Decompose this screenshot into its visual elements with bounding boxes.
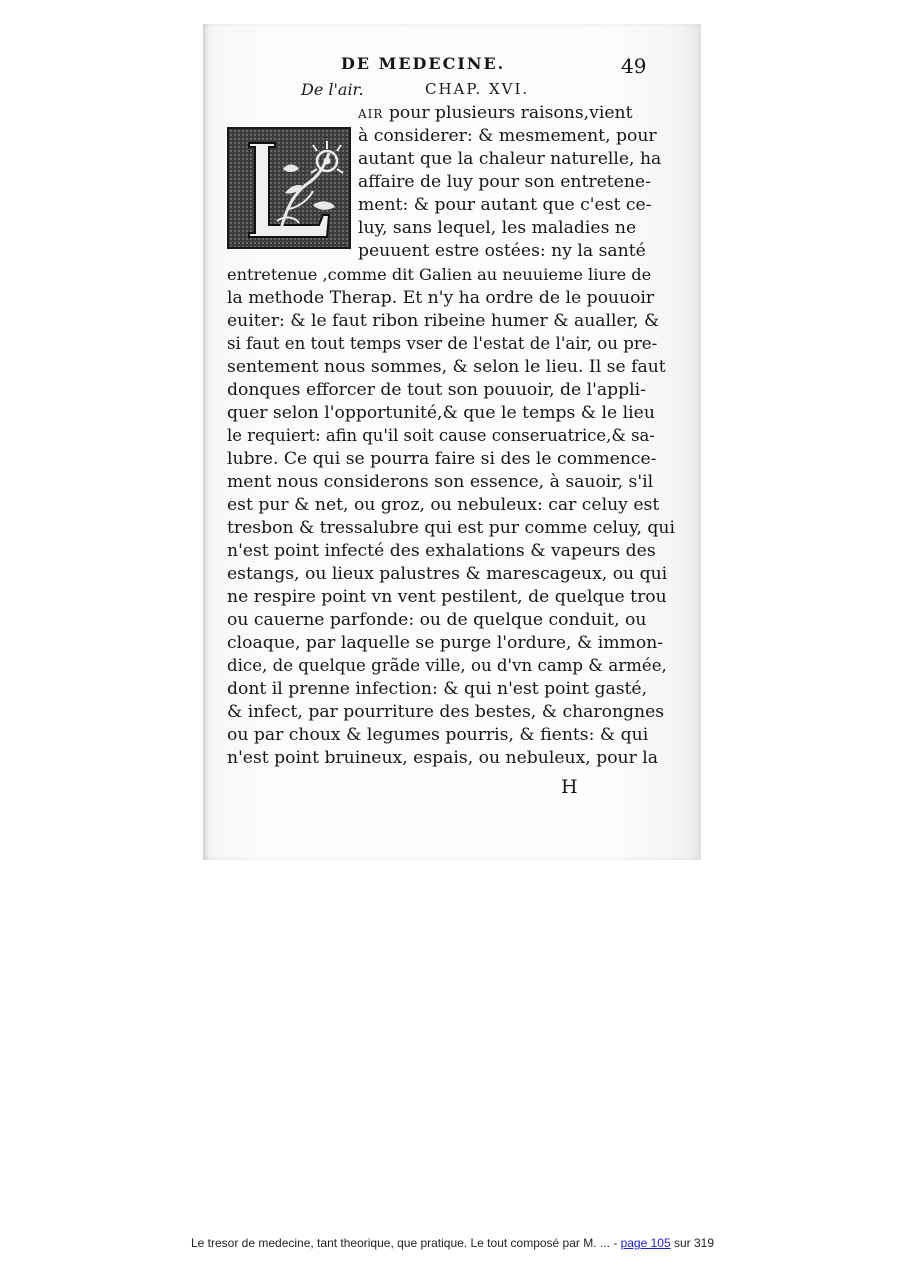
text-line: est pur & net, ou groz, ou nebuleux: car celuy est <box>227 495 660 515</box>
text-line: affaire de luy pour son entretene- <box>358 172 651 192</box>
signature-mark: H <box>561 776 578 798</box>
text-line: & infect, par pourriture des bestes, & charongnes <box>227 702 665 722</box>
first-word-caps: AIR <box>358 107 384 121</box>
text-line: dice, de quelque grãde ville, ou d'vn camp & armée, <box>227 656 667 675</box>
text-line: la methode Therap. Et n'y ha ordre de le pouuoir <box>227 288 655 308</box>
text-line: ment: & pour autant que c'est ce- <box>358 195 652 215</box>
chapter-subject: De l'air. <box>301 80 364 99</box>
text-line: n'est point infecté des exhalations & vapeurs des <box>227 541 656 561</box>
text-line: ne respire point vn vent pestilent, de quelque trou <box>227 587 667 607</box>
text-line: estangs, ou lieux palustres & marescageux, ou qui <box>227 564 668 584</box>
text-line: si faut en tout temps vser de l'estat de l'air, ou pre- <box>227 334 658 353</box>
page-caption <box>0 1236 905 1250</box>
text-line: euiter: & le faut ribon ribeine humer & aualler, & <box>227 311 660 331</box>
text-line: autant que la chaleur naturelle, ha <box>358 149 662 169</box>
page-link[interactable]: page 105 <box>620 1236 671 1250</box>
text-line: ment nous considerons son essence, à sauoir, s'il <box>227 472 654 492</box>
text-line: n'est point bruineux, espais, ou nebuleux, pour la <box>227 748 659 768</box>
body-text <box>203 24 701 860</box>
chapter-label: CHAP. XVI. <box>425 80 530 98</box>
text-line: peuuent estre ostées: ny la santé <box>358 241 646 261</box>
text-line: ou par choux & legumes pourris, & fients: & qui <box>227 725 649 745</box>
text-line: donques efforcer de tout son pouuoir, de l'appli- <box>227 380 646 400</box>
text-line: tresbon & tressalubre qui est pur comme celuy, qui <box>227 518 675 538</box>
text-line: ou cauerne parfonde: ou de quelque conduit, ou <box>227 610 647 630</box>
text-line: AIR pour plusieurs raisons,vient <box>358 103 633 123</box>
text-line: dont il prenne infection: & qui n'est point gasté, <box>227 679 648 699</box>
caption-title: Le tresor de medecine, tant theorique, que pratique. Le tout composé par M. ... - <box>190 1236 621 1250</box>
text-line: luy, sans lequel, les maladies ne <box>358 218 637 238</box>
page-header: DE MEDECINE. <box>341 54 506 73</box>
page-number: 49 <box>621 54 647 78</box>
text-line: sentement nous sommes, & selon le lieu. Il se faut <box>227 357 666 377</box>
text-line: entretenue ,comme dit Galien au neuuieme liure de <box>227 265 652 284</box>
text-line: le requiert: afin qu'il soit cause conseruatrice,& sa- <box>227 426 655 445</box>
caption-total: sur 319 <box>670 1236 714 1250</box>
scanned-page <box>203 24 701 860</box>
text-line: lubre. Ce qui se pourra faire si des le commence- <box>227 449 657 469</box>
text-line: à considerer: & mesmement, pour <box>358 126 657 146</box>
text-line: cloaque, par laquelle se purge l'ordure, & immon- <box>227 633 664 653</box>
text-line: quer selon l'opportunité,& que le temps & le lieu <box>227 403 655 423</box>
